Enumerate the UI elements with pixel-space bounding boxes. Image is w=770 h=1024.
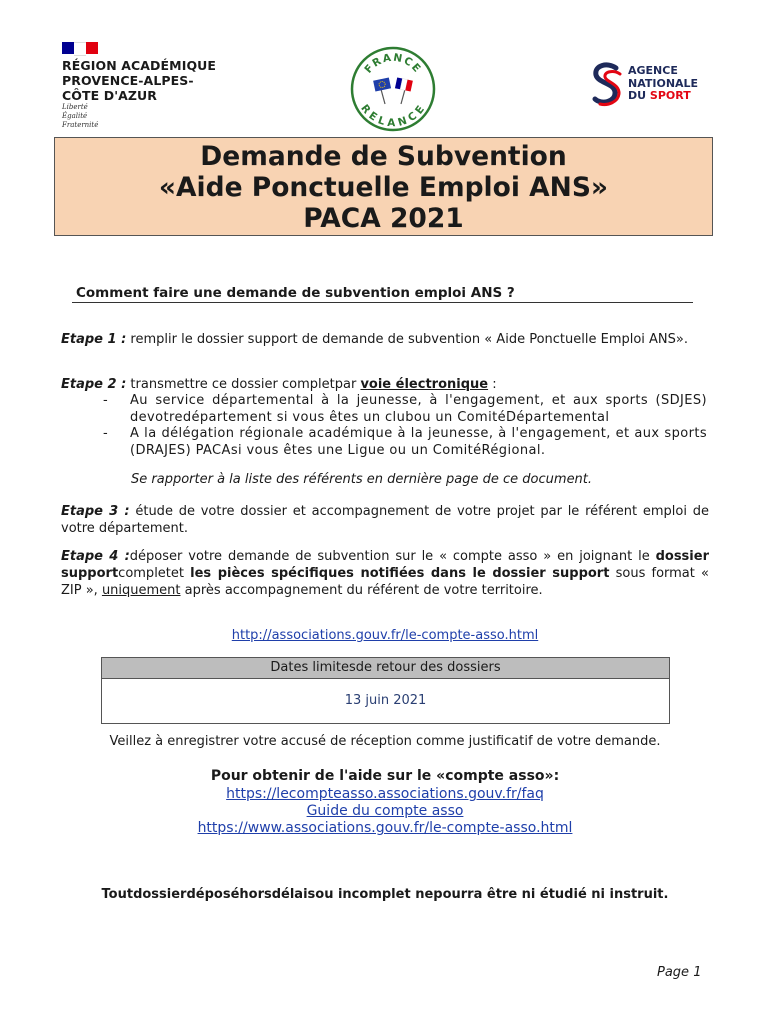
deadline-date: 13 juin 2021 <box>344 693 427 708</box>
title-line-1: Demande de Subvention <box>200 141 567 172</box>
compte-asso-link[interactable]: http://associations.gouv.fr/le-compte-asso.html <box>231 628 539 643</box>
help-link-row <box>0 820 770 836</box>
step-3-paragraph <box>61 503 709 537</box>
step-1-label: Etape 1 : <box>61 332 127 347</box>
step-2-label: Etape 2 : <box>61 377 127 392</box>
help-link-row <box>0 803 770 819</box>
step-3-text: étude de votre dossier et accompagnement de votre projet par le référent emploi de votre département. <box>61 504 709 536</box>
motto-liberte: Liberté <box>62 103 88 111</box>
region-line-1: RÉGION ACADÉMIQUE <box>62 58 217 73</box>
step-4-text-1: déposer votre demande de subvention sur le « compte asso » en joignant le <box>129 549 656 564</box>
title-line-3: PACA 2021 <box>303 203 464 234</box>
list-dash: - <box>103 393 108 408</box>
motto-fraternite: Fraternité <box>62 121 99 129</box>
heading-underline <box>72 302 693 303</box>
french-flag-icon <box>62 42 98 54</box>
help-title: Pour obtenir de l'aide sur le «compte asso»: <box>210 768 560 784</box>
list-item <box>103 392 707 426</box>
step-4-label: Etape 4 : <box>61 549 130 564</box>
step-4-paragraph <box>61 548 709 599</box>
list-item-text: A la délégation régionale académique à la jeunesse, à l'engagement, et aux sports (DRAJES) PACAsi vous êtes une Ligue ou un ComitéRégional. <box>130 426 707 458</box>
step-2-paragraph <box>61 376 709 393</box>
help-link-row <box>0 786 770 802</box>
step-4-text-3: sous format « ZIP », <box>61 566 709 598</box>
ans-line-agence: AGENCE <box>628 64 678 77</box>
step-2-text: transmettre ce dossier completpar <box>126 377 361 392</box>
step-4-bold-1: dossier support <box>61 549 709 581</box>
ans-logo-text <box>628 65 698 103</box>
step-2-emphasis: voie électronique <box>360 377 489 392</box>
ans-line-du-sport <box>628 90 698 103</box>
document-title-box <box>54 137 713 236</box>
list-item-text: Au service départemental à la jeunesse, à l'engagement, et aux sports (SDJES) devotredépartement si vous êtes un clubou un ComitéDépartemental <box>130 393 707 425</box>
compte-asso-link-2[interactable]: https://www.associations.gouv.fr/le-compte-asso.html <box>197 820 573 836</box>
france-relance-top-text: FRANCE <box>362 51 424 76</box>
ans-sport: SPORT <box>649 89 691 102</box>
page-number: Page 1 <box>657 965 702 980</box>
title-line-2: «Aide Ponctuelle Emploi ANS» <box>158 172 609 203</box>
step-4-text-4: après accompagnement du référent de votre territoire. <box>180 583 543 598</box>
motto-egalite: Égalité <box>62 112 88 120</box>
republic-motto <box>62 103 98 130</box>
receipt-note: Veillez à enregistrer votre accusé de réception comme justificatif de votre demande. <box>109 734 661 749</box>
region-line-3: CÔTE D'AZUR <box>62 88 158 103</box>
ans-line-nationale: NATIONALE <box>628 76 699 90</box>
flag-blue <box>62 42 74 54</box>
france-relance-bottom-text: RELANCE <box>358 102 428 130</box>
step-4-text-2: completet <box>118 566 191 581</box>
list-dash: - <box>103 426 108 441</box>
flag-white <box>74 42 86 56</box>
guide-link[interactable]: Guide du compte asso <box>306 803 464 819</box>
faq-link[interactable]: https://lecompteasso.associations.gouv.fr/faq <box>226 786 544 802</box>
step-2-colon: : <box>488 377 497 392</box>
list-item <box>103 425 707 459</box>
section-heading: Comment faire une demande de subvention emploi ANS ? <box>76 285 515 301</box>
ans-du: DU <box>628 89 650 102</box>
step-1-paragraph <box>61 331 709 348</box>
region-academique-logo-text <box>62 58 216 103</box>
flag-red <box>86 42 98 54</box>
deadline-table <box>101 657 670 724</box>
deadline-table-header: Dates limitesde retour des dossiers <box>102 658 669 679</box>
ans-s-logo-icon <box>590 62 624 108</box>
referents-note: Se rapporter à la liste des référents en dernière page de ce document. <box>131 472 593 487</box>
final-warning: Toutdossierdéposéhorsdélaisou incomplet nepourra être ni étudié ni instruit. <box>101 887 669 902</box>
france-relance-logo <box>350 46 436 132</box>
region-line-2: PROVENCE-ALPES- <box>62 73 194 88</box>
step-3-label: Etape 3 : <box>61 504 130 519</box>
step-4-bold-2: les pièces spécifiques notifiées dans le dossier support <box>190 566 610 581</box>
step-4-underlined: uniquement <box>101 583 181 598</box>
step-1-text: remplir le dossier support de demande de subvention « Aide Ponctuelle Emploi ANS». <box>126 332 688 347</box>
compte-asso-link-row <box>0 628 770 643</box>
